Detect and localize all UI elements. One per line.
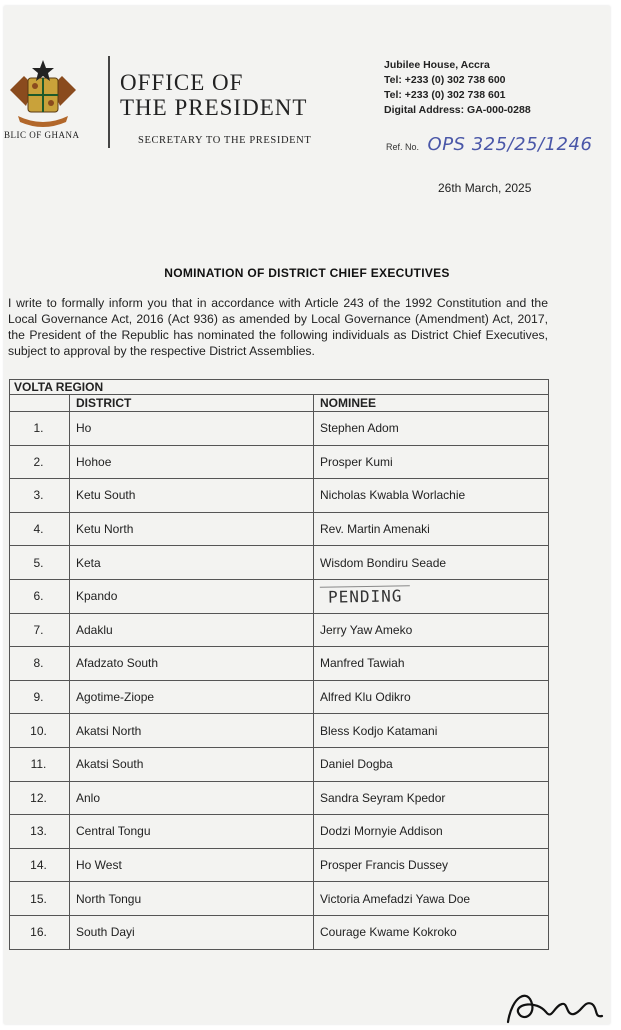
handwritten-signature	[502, 982, 614, 1030]
row-number: 8.	[10, 647, 70, 681]
row-district: South Dayi	[70, 915, 314, 949]
table-row	[10, 815, 549, 849]
reference-line	[386, 134, 592, 155]
table-row	[10, 882, 549, 916]
row-number: 16.	[10, 915, 70, 949]
emblem-caption: BLIC OF GHANA	[4, 130, 80, 140]
contact-block	[384, 58, 531, 118]
row-number: 9.	[10, 680, 70, 714]
row-nominee	[314, 579, 549, 613]
row-nominee: Stephen Adom	[314, 412, 549, 446]
digital-address: Digital Address: GA-000-0288	[384, 104, 531, 116]
row-number: 14.	[10, 848, 70, 882]
header-divider	[108, 56, 110, 148]
telephone-2: Tel: +233 (0) 302 738 601	[384, 89, 506, 101]
reference-label: Ref. No.	[386, 142, 420, 152]
row-number: 6.	[10, 579, 70, 613]
row-nominee: Manfred Tawiah	[314, 647, 549, 681]
row-number: 10.	[10, 714, 70, 748]
nominees-table	[9, 379, 549, 950]
region-label: VOLTA REGION	[10, 380, 549, 395]
table-row	[10, 848, 549, 882]
region-row	[10, 380, 549, 395]
row-nominee: Alfred Klu Odikro	[314, 680, 549, 714]
letter-date: 26th March, 2025	[438, 181, 532, 195]
pending-stamp: PENDING	[320, 585, 411, 607]
row-number: 12.	[10, 781, 70, 815]
table-row	[10, 512, 549, 546]
row-district: Afadzato South	[70, 647, 314, 681]
header-district: DISTRICT	[70, 395, 314, 412]
table-row	[10, 613, 549, 647]
row-nominee: Wisdom Bondiru Seade	[314, 546, 549, 580]
row-district: North Tongu	[70, 882, 314, 916]
row-number: 7.	[10, 613, 70, 647]
table-row	[10, 445, 549, 479]
row-district: Ho West	[70, 848, 314, 882]
ghana-coat-of-arms-icon	[4, 50, 82, 134]
row-district: Central Tongu	[70, 815, 314, 849]
secretary-title: SECRETARY TO THE PRESIDENT	[138, 135, 312, 146]
row-number: 2.	[10, 445, 70, 479]
row-number: 11.	[10, 747, 70, 781]
row-nominee: Rev. Martin Amenaki	[314, 512, 549, 546]
table-row	[10, 412, 549, 446]
row-number: 5.	[10, 546, 70, 580]
row-number: 3.	[10, 479, 70, 513]
office-title-line2: THE PRESIDENT	[120, 95, 308, 120]
table-row	[10, 680, 549, 714]
row-district: Agotime-Ziope	[70, 680, 314, 714]
office-title-line1: OFFICE OF	[120, 70, 244, 95]
reference-number: OPS 325/25/1246	[427, 134, 593, 155]
row-nominee: Sandra Seyram Kpedor	[314, 781, 549, 815]
office-title	[120, 70, 307, 120]
table-row	[10, 546, 549, 580]
row-district: Kpando	[70, 579, 314, 613]
table-row	[10, 781, 549, 815]
table-row	[10, 747, 549, 781]
row-nominee: Nicholas Kwabla Worlachie	[314, 479, 549, 513]
row-number: 1.	[10, 412, 70, 446]
row-nominee: Prosper Kumi	[314, 445, 549, 479]
row-district: Ketu North	[70, 512, 314, 546]
table-header-row	[10, 395, 549, 412]
row-district: Akatsi South	[70, 747, 314, 781]
letter-page	[4, 6, 610, 1024]
row-district: Anlo	[70, 781, 314, 815]
address: Jubilee House, Accra	[384, 59, 490, 71]
table-row	[10, 479, 549, 513]
row-nominee: Dodzi Mornyie Addison	[314, 815, 549, 849]
row-district: Adaklu	[70, 613, 314, 647]
row-district: Ho	[70, 412, 314, 446]
row-nominee: Courage Kwame Kokroko	[314, 915, 549, 949]
row-district: Ketu South	[70, 479, 314, 513]
table-row	[10, 714, 549, 748]
row-nominee: Daniel Dogba	[314, 747, 549, 781]
letter-subject: NOMINATION OF DISTRICT CHIEF EXECUTIVES	[164, 266, 450, 280]
row-number: 4.	[10, 512, 70, 546]
row-nominee: Victoria Amefadzi Yawa Doe	[314, 882, 549, 916]
row-number: 13.	[10, 815, 70, 849]
telephone-1: Tel: +233 (0) 302 738 600	[384, 74, 506, 86]
table-row	[10, 915, 549, 949]
row-number: 15.	[10, 882, 70, 916]
header-number	[10, 395, 70, 412]
row-nominee: Bless Kodjo Katamani	[314, 714, 549, 748]
table-row	[10, 579, 549, 613]
header-nominee: NOMINEE	[314, 395, 549, 412]
row-nominee: Jerry Yaw Ameko	[314, 613, 549, 647]
letter-body: I write to formally inform you that in accordance with Article 243 of the 1992 Constitution and the Local Governance Act, 2016 (Act 936) as amended by Local Governance (Amendment) Act, 2017, the President of the Republic has nominated the following individuals as District Chief Executives, subject to approval by the respective District Assemblies.	[8, 296, 548, 358]
table-row	[10, 647, 549, 681]
row-district: Akatsi North	[70, 714, 314, 748]
row-nominee: Prosper Francis Dussey	[314, 848, 549, 882]
row-district: Keta	[70, 546, 314, 580]
row-district: Hohoe	[70, 445, 314, 479]
